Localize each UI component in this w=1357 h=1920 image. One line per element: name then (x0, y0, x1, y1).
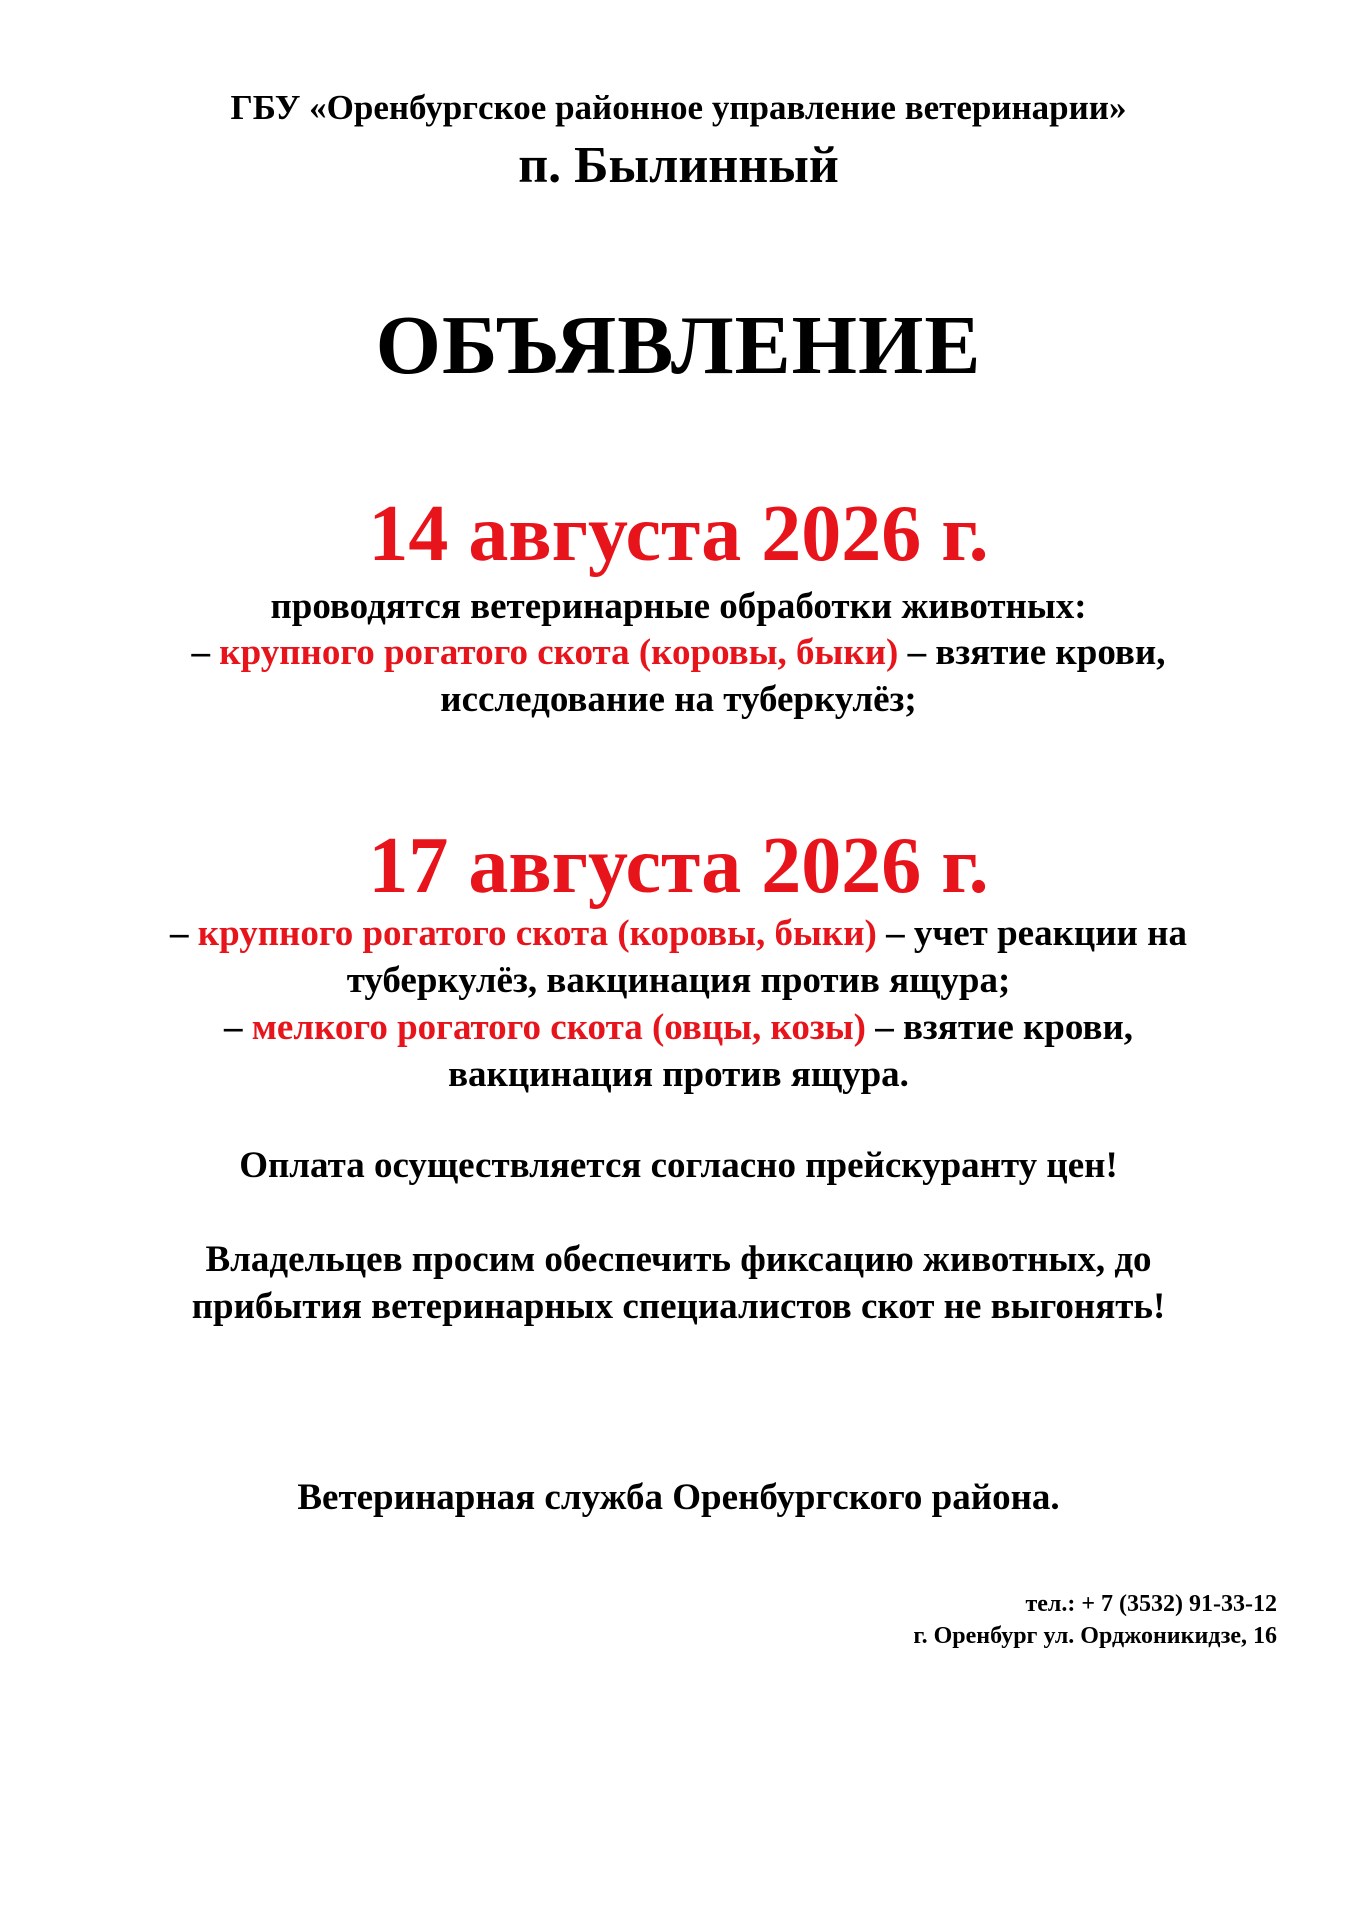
cattle-item-line (0, 629, 1357, 677)
small-ruminants-item-continuation: вакцинация против ящура. (448, 1054, 909, 1095)
date-august-14 (0, 488, 1357, 580)
date-dot: . (968, 490, 989, 578)
cattle-item-line (0, 910, 1357, 958)
item-description: – взятие крови, (865, 1007, 1134, 1048)
cattle-label: крупного рогатого скота (коровы, быки) (197, 913, 877, 954)
cattle-item-continuation: исследование на туберкулёз; (440, 679, 917, 720)
owners-note-line-1: Владельцев просим обеспечить фиксацию животных, до (205, 1239, 1152, 1280)
date-text: 17 августа 2026 г (368, 822, 969, 910)
organization-name: ГБУ «Оренбургское районное управление ветеринарии» (230, 88, 1127, 127)
small-ruminants-item-line (0, 1004, 1357, 1052)
signature: Ветеринарная служба Оренбургского района. (297, 1477, 1060, 1518)
cattle-label: крупного рогатого скота (коровы, быки) (219, 632, 899, 673)
contact-address: г. Оренбург ул. Орджоникидзе, 16 (913, 1623, 1277, 1649)
small-ruminants-label: мелкого рогатого скота (овцы, козы) (251, 1007, 866, 1048)
cattle-item-continuation: туберкулёз, вакцинация против ящура; (346, 960, 1011, 1001)
owners-note-line-2: прибытия ветеринарных специалистов скот не выгонять! (191, 1286, 1166, 1327)
item-dash: – (170, 913, 198, 954)
date-dot: . (968, 822, 989, 910)
date-text: 14 августа 2026 г (368, 490, 969, 578)
item-dash: – (223, 1007, 252, 1048)
item-description: – учет реакции на (876, 913, 1187, 954)
date-august-17 (0, 820, 1357, 912)
contact-phone: тел.: + 7 (3532) 91-33-12 (1025, 1591, 1277, 1617)
procedures-intro: проводятся ветеринарные обработки животных: (270, 586, 1087, 627)
announcement-title: ОБЪЯВЛЕНИЕ (375, 299, 982, 392)
item-description: – взятие крови, (898, 632, 1166, 673)
place-name: п. Былинный (518, 137, 839, 194)
payment-note: Оплата осуществляется согласно прейскуранту цен! (239, 1145, 1118, 1186)
item-dash: – (191, 632, 220, 673)
